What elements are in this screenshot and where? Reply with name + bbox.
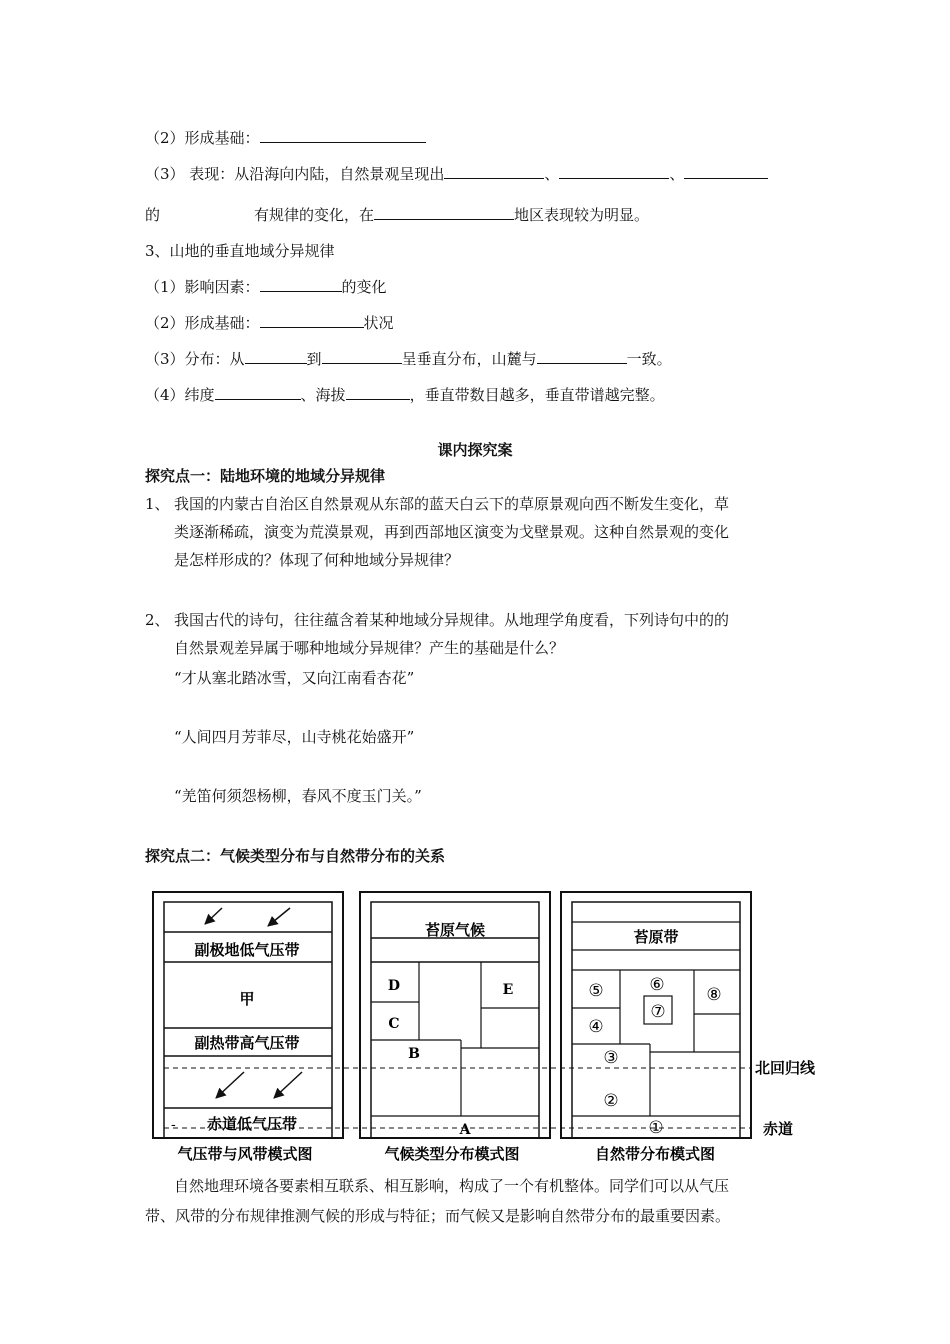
q2-line: 自然景观差异属于哪种地域分异规律？产生的基础是什么？ (174, 639, 565, 657)
section2-item3 (145, 164, 768, 184)
section3-item1-label: （1）影响因素： (145, 278, 260, 296)
dash-mark: - (171, 1117, 176, 1133)
wind-arrow (205, 908, 222, 924)
separator: 、 (544, 165, 560, 183)
blank-landscape-2[interactable] (559, 164, 669, 179)
label-subtropical-high: 副热带高气压带 (194, 1034, 300, 1052)
closing-line: 自然地理环境各要素相互联系、相互影响，构成了一个有机整体。同学们可以从气压 (174, 1177, 730, 1195)
text: 呈垂直分布，山麓与 (401, 350, 537, 368)
explore-title: 课内探究案 (437, 441, 513, 459)
q1-number: 1、 (145, 495, 170, 513)
zone-5: ⑤ (588, 981, 604, 1001)
caption-panel3: 自然带分布模式图 (594, 1145, 716, 1163)
panel-pressure-wind (153, 892, 343, 1138)
separator: 、 (669, 165, 685, 183)
section2-item2-label: （2）形成基础： (145, 129, 260, 147)
section2-item3-cont (145, 205, 649, 225)
blank-from[interactable] (245, 349, 307, 364)
text: ，垂直带数目越多，垂直带谱越完整。 (409, 386, 665, 404)
section2-item2 (145, 128, 426, 148)
label-B: B (408, 1046, 420, 1062)
point1-title: 探究点一：陆地环境的地域分异规律 (145, 467, 386, 485)
climate-diagram (0, 880, 950, 1180)
poem: “羌笛何须怨杨柳，春风不度玉门关。” (174, 787, 422, 805)
zone-4: ④ (588, 1017, 604, 1037)
blank-landscape-3[interactable] (684, 164, 768, 179)
text-regular-change: 有规律的变化，在 (254, 206, 375, 224)
blank-altitude[interactable] (346, 385, 410, 400)
text: 一致。 (626, 350, 672, 368)
section3-item2-label: （2）形成基础： (145, 314, 260, 332)
blank-formation[interactable] (260, 313, 364, 328)
text: （3）分布：从 (145, 350, 245, 368)
blank-latitude[interactable] (215, 385, 301, 400)
blank-foothill[interactable] (537, 349, 627, 364)
section3-item1-suffix: 的变化 (341, 278, 387, 296)
text-de: 的 (145, 206, 161, 224)
q1-line: 类逐渐稀疏，演变为荒漠景观，再到西部地区演变为戈壁景观。这种自然景观的变化 (174, 523, 730, 541)
zone-6: ⑥ (649, 975, 665, 995)
caption-panel2: 气候类型分布模式图 (384, 1145, 520, 1163)
label-tropic: 北回归线 (755, 1059, 816, 1077)
section3-item3 (145, 349, 672, 369)
panel1-inner (164, 902, 332, 1138)
section2-item3-label: （3） 表现：从沿海向内陆，自然景观呈现出 (145, 165, 445, 183)
section3-heading: 3、山地的垂直地域分异规律 (145, 242, 335, 260)
label-subpolar-low: 副极地低气压带 (194, 941, 300, 959)
panel1-outer (153, 892, 343, 1138)
q1-line: 是怎样形成的？体现了何种地域分异规律？ (174, 551, 460, 569)
q2-number: 2、 (145, 611, 170, 629)
section3-item4 (145, 385, 665, 405)
blank-region[interactable] (374, 205, 514, 220)
label-tundra-climate: 苔原气候 (424, 921, 486, 939)
blank-to[interactable] (322, 349, 402, 364)
closing-line: 带、风带的分布规律推测气候的形成与特征；而气候又是影响自然带分布的最重要因素。 (145, 1207, 731, 1225)
wind-arrow (268, 908, 290, 926)
blank-influence-factor[interactable] (260, 277, 342, 292)
zone-8: ⑧ (706, 985, 722, 1005)
poem: “才从塞北踏冰雪，又向江南看杏花” (174, 669, 415, 687)
label-E: E (502, 982, 514, 998)
section3-item2 (145, 313, 394, 333)
label-equatorial-low: 赤道低气压带 (206, 1115, 298, 1133)
blank-landscape-1[interactable] (444, 164, 544, 179)
caption-panel1: 气压带与风带模式图 (177, 1145, 313, 1163)
section3-item2-suffix: 状况 (363, 314, 394, 332)
label-tundra-zone: 苔原带 (633, 928, 679, 946)
zone-3: ③ (603, 1048, 619, 1068)
text: （4）纬度 (145, 386, 215, 404)
section3-item1 (145, 277, 387, 297)
wind-arrow (274, 1072, 302, 1098)
label-A: A (459, 1122, 471, 1138)
blank-formation-basis[interactable] (260, 128, 426, 143)
q2-line: 我国古代的诗句，往往蕴含着某种地域分异规律。从地理学角度看，下列诗句中的的 (174, 611, 730, 629)
label-C: C (388, 1016, 400, 1032)
text-obvious: 地区表现较为明显。 (514, 206, 650, 224)
q1-line: 我国的内蒙古自治区自然景观从东部的蓝天白云下的草原景观向西不断发生变化，草 (174, 495, 730, 513)
zone-1: ① (648, 1118, 664, 1138)
poem: “人间四月芳菲尽，山寺桃花始盛开” (174, 728, 415, 746)
zone-7: ⑦ (650, 1002, 666, 1022)
label-D: D (387, 978, 401, 994)
text: 到 (306, 350, 322, 368)
label-equator: 赤道 (763, 1120, 794, 1138)
wind-arrow (216, 1072, 244, 1098)
zone-2: ② (603, 1091, 619, 1111)
text: 、海拔 (300, 386, 346, 404)
label-jia: 甲 (239, 990, 255, 1008)
point2-title: 探究点二：气候类型分布与自然带分布的关系 (145, 847, 446, 865)
